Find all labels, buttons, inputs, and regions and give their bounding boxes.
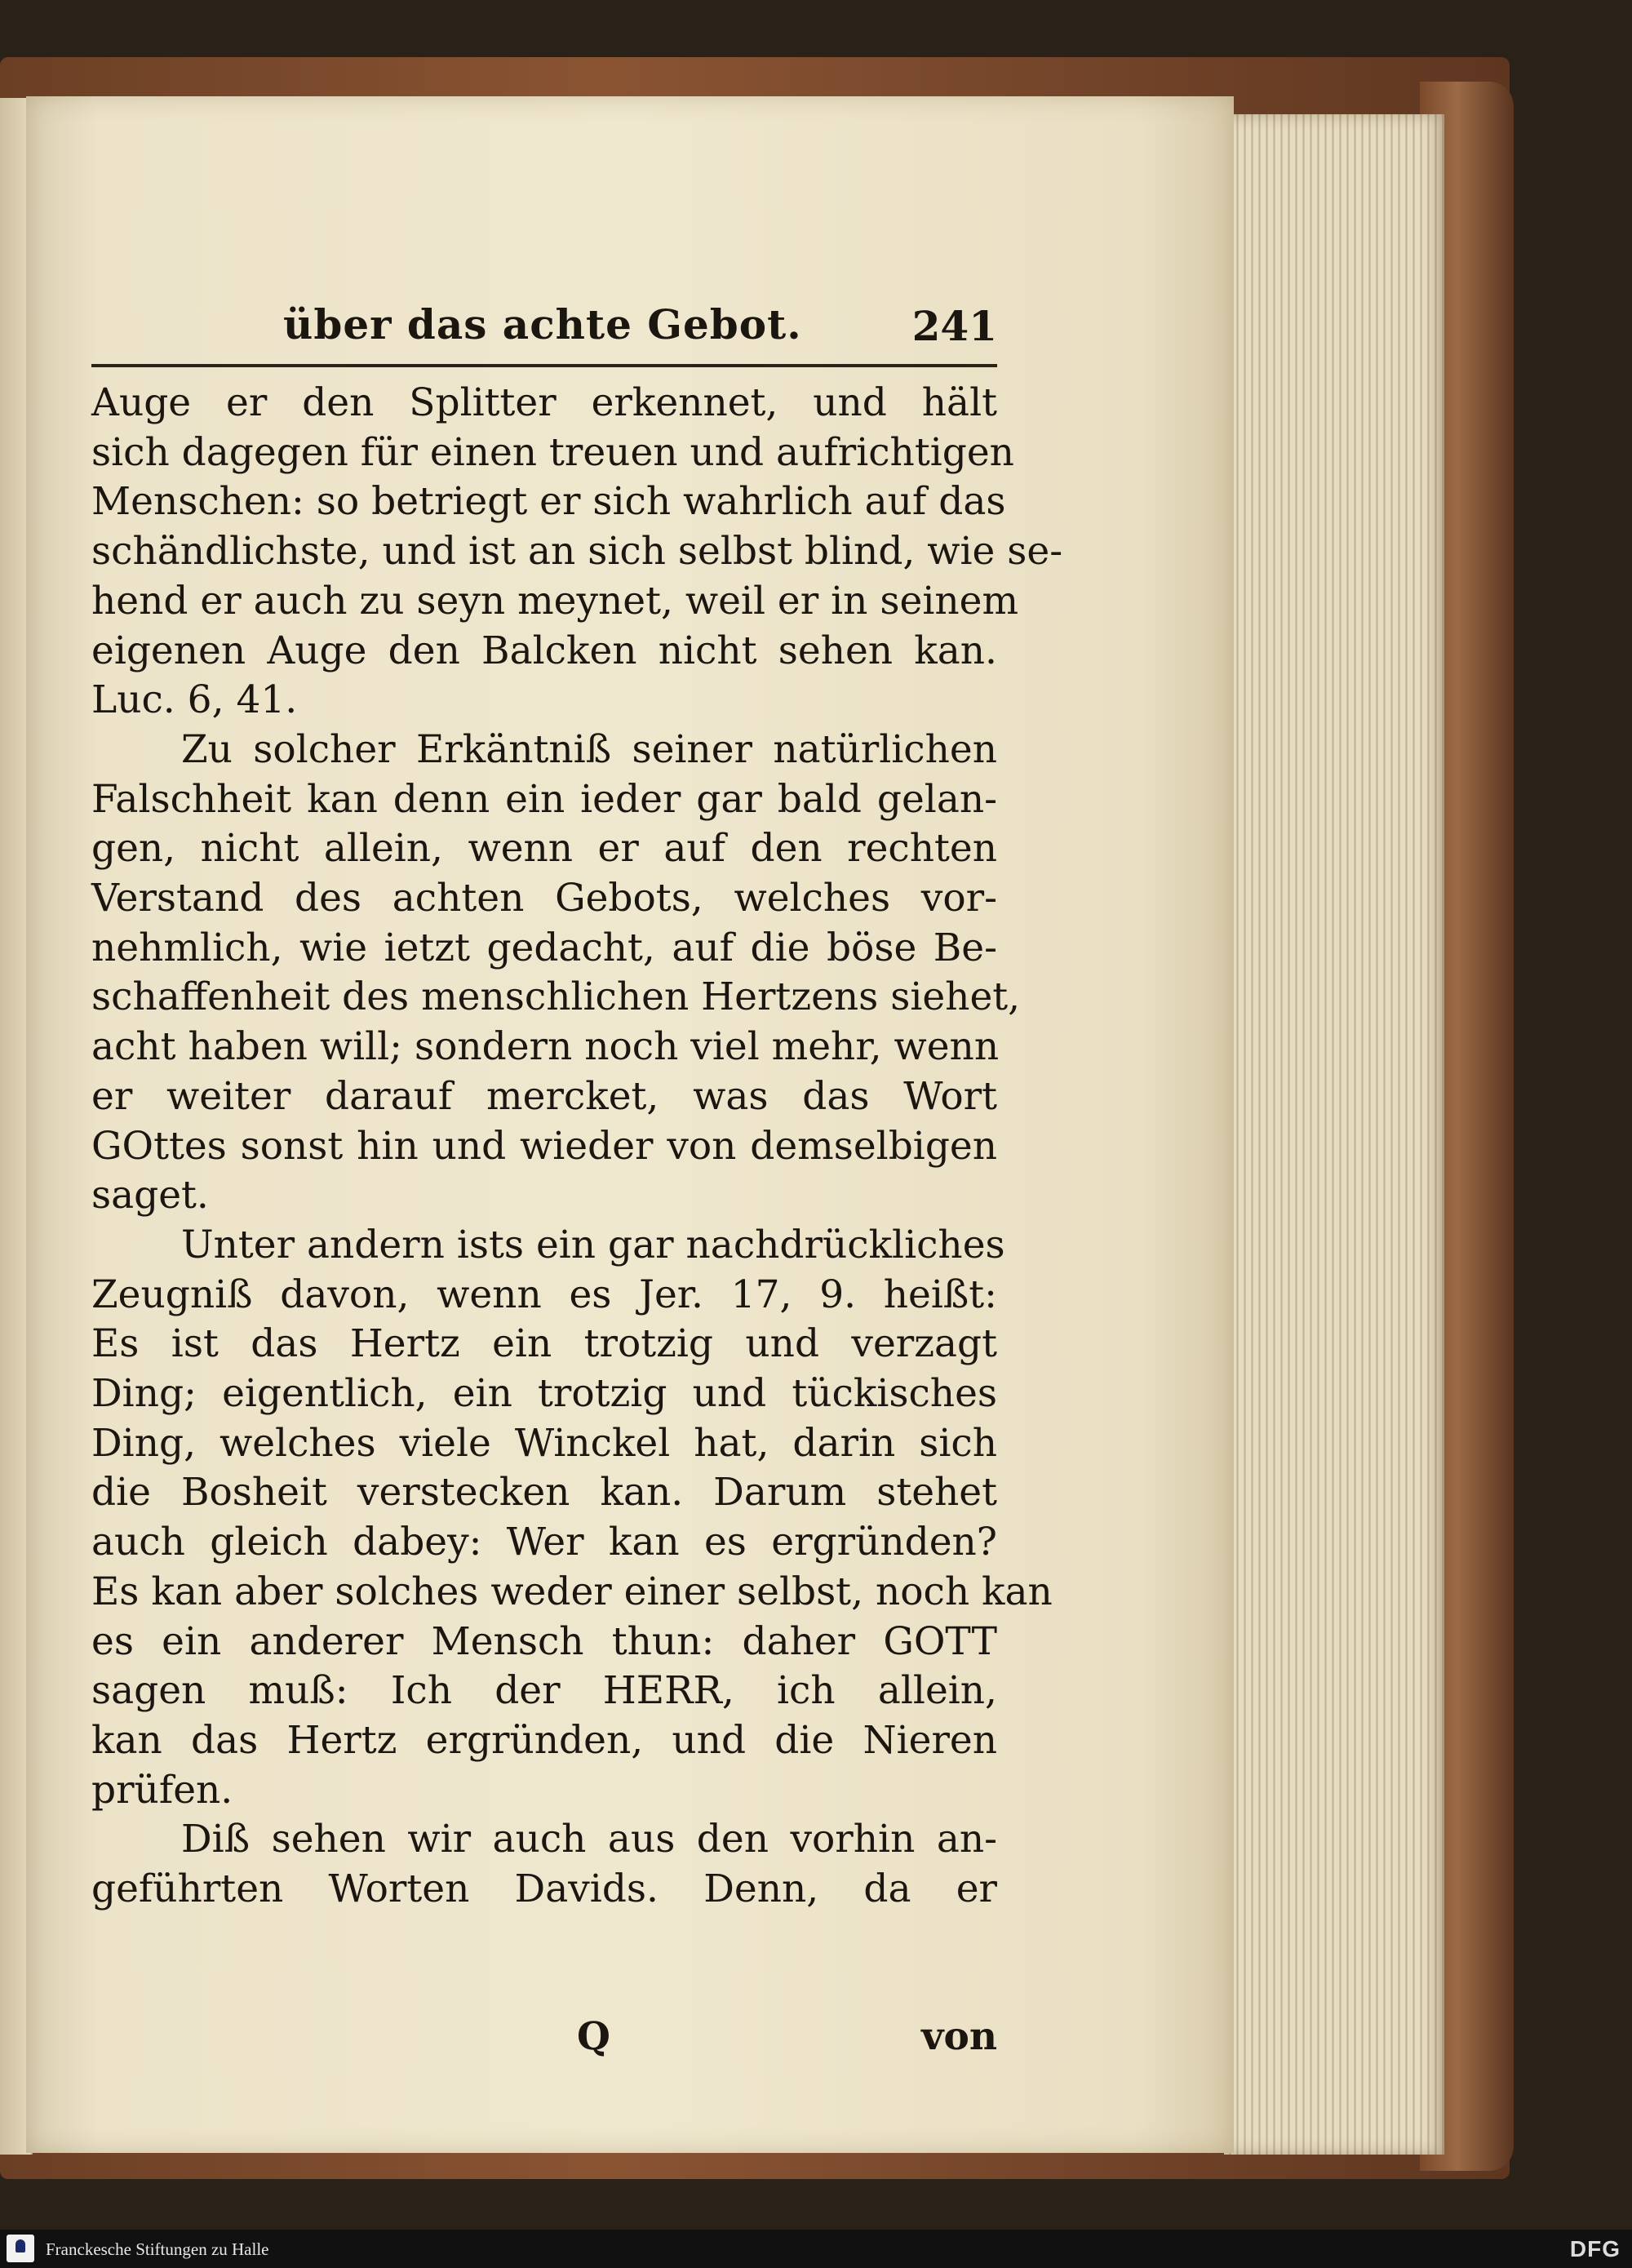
catchword: von [921, 2014, 997, 2059]
text-line: Zu solcher Erkäntniß seiner natürlichen [181, 726, 997, 772]
page-number: 241 [911, 302, 997, 350]
text-line: schändlichste, und ist an sich selbst blind, wie se- [91, 529, 1063, 575]
page-footer [91, 2014, 997, 2063]
header-rule [91, 364, 997, 367]
text-line: Es ist das Hertz ein trotzig und verzagt [91, 1321, 997, 1367]
text-line: sich dagegen für einen treuen und aufrichtigen [91, 429, 1014, 475]
text-line: eigenen Auge den Balcken nicht sehen kan. [91, 628, 997, 673]
text-line: Ding, welches viele Winckel hat, darin sich [91, 1420, 997, 1466]
body-text [91, 379, 1063, 1915]
text-line: sagen muß: Ich der HERR, ich allein, [91, 1668, 997, 1714]
text-line: Menschen: so betriegt er sich wahrlich auf das [91, 479, 1006, 525]
text-line: hend er auch zu seyn meynet, weil er in seinem [91, 578, 1019, 624]
funder-logo: DFG [1569, 2236, 1621, 2261]
text-line: Ding; eigentlich, ein trotzig und tückisches [91, 1371, 997, 1417]
text-line: Unter andern ists ein gar nachdrückliches [181, 1222, 1005, 1267]
page-content [91, 300, 1063, 2059]
text-line: Verstand des achten Gebots, welches vor- [91, 876, 997, 921]
text-line: Luc. 6, 41. [91, 677, 298, 723]
archive-footer-bar [0, 2230, 1632, 2268]
running-head [91, 300, 997, 366]
text-line: kan das Hertz ergründen, und die Nieren [91, 1717, 997, 1763]
text-line: die Bosheit verstecken kan. Darum stehet [91, 1470, 997, 1516]
text-line: GOttes sonst hin und wieder von demselbigen [91, 1123, 997, 1169]
book-page [26, 96, 1234, 2153]
text-line: gen, nicht allein, wenn er auf den rechten [91, 826, 997, 872]
text-line: Zeugniß davon, wenn es Jer. 17, 9. heißt: [91, 1272, 997, 1317]
text-line: prüfen. [91, 1767, 233, 1813]
text-line: Diß sehen wir auch aus den vorhin an- [181, 1817, 997, 1862]
text-line: saget. [91, 1173, 209, 1218]
text-line: geführten Worten Davids. Denn, da er [91, 1866, 997, 1912]
institution-logo-icon [7, 2235, 34, 2262]
text-line: acht haben will; sondern noch viel mehr, wenn [91, 1024, 1000, 1070]
text-line: nehmlich, wie ietzt gedacht, auf die böse Be- [91, 925, 997, 970]
text-line: es ein anderer Mensch thun: daher GOTT [91, 1618, 997, 1664]
text-line: er weiter darauf mercket, was das Wort [91, 1073, 997, 1119]
text-line: Falschheit kan denn ein ieder gar bald gelan- [91, 776, 997, 822]
institution-name: Franckesche Stiftungen zu Halle [46, 2239, 269, 2259]
text-line: Es kan aber solches weder einer selbst, noch kan [91, 1569, 1053, 1614]
signature-mark: Q [577, 2014, 610, 2059]
text-line: auch gleich dabey: Wer kan es ergründen? [91, 1520, 997, 1565]
text-line: Auge er den Splitter erkennet, und hält [91, 380, 997, 425]
text-line: schaffenheit des menschlichen Hertzens siehet, [91, 974, 1021, 1020]
page-block-edges [1224, 114, 1444, 2155]
running-head-title: über das achte Gebot. [283, 300, 802, 348]
